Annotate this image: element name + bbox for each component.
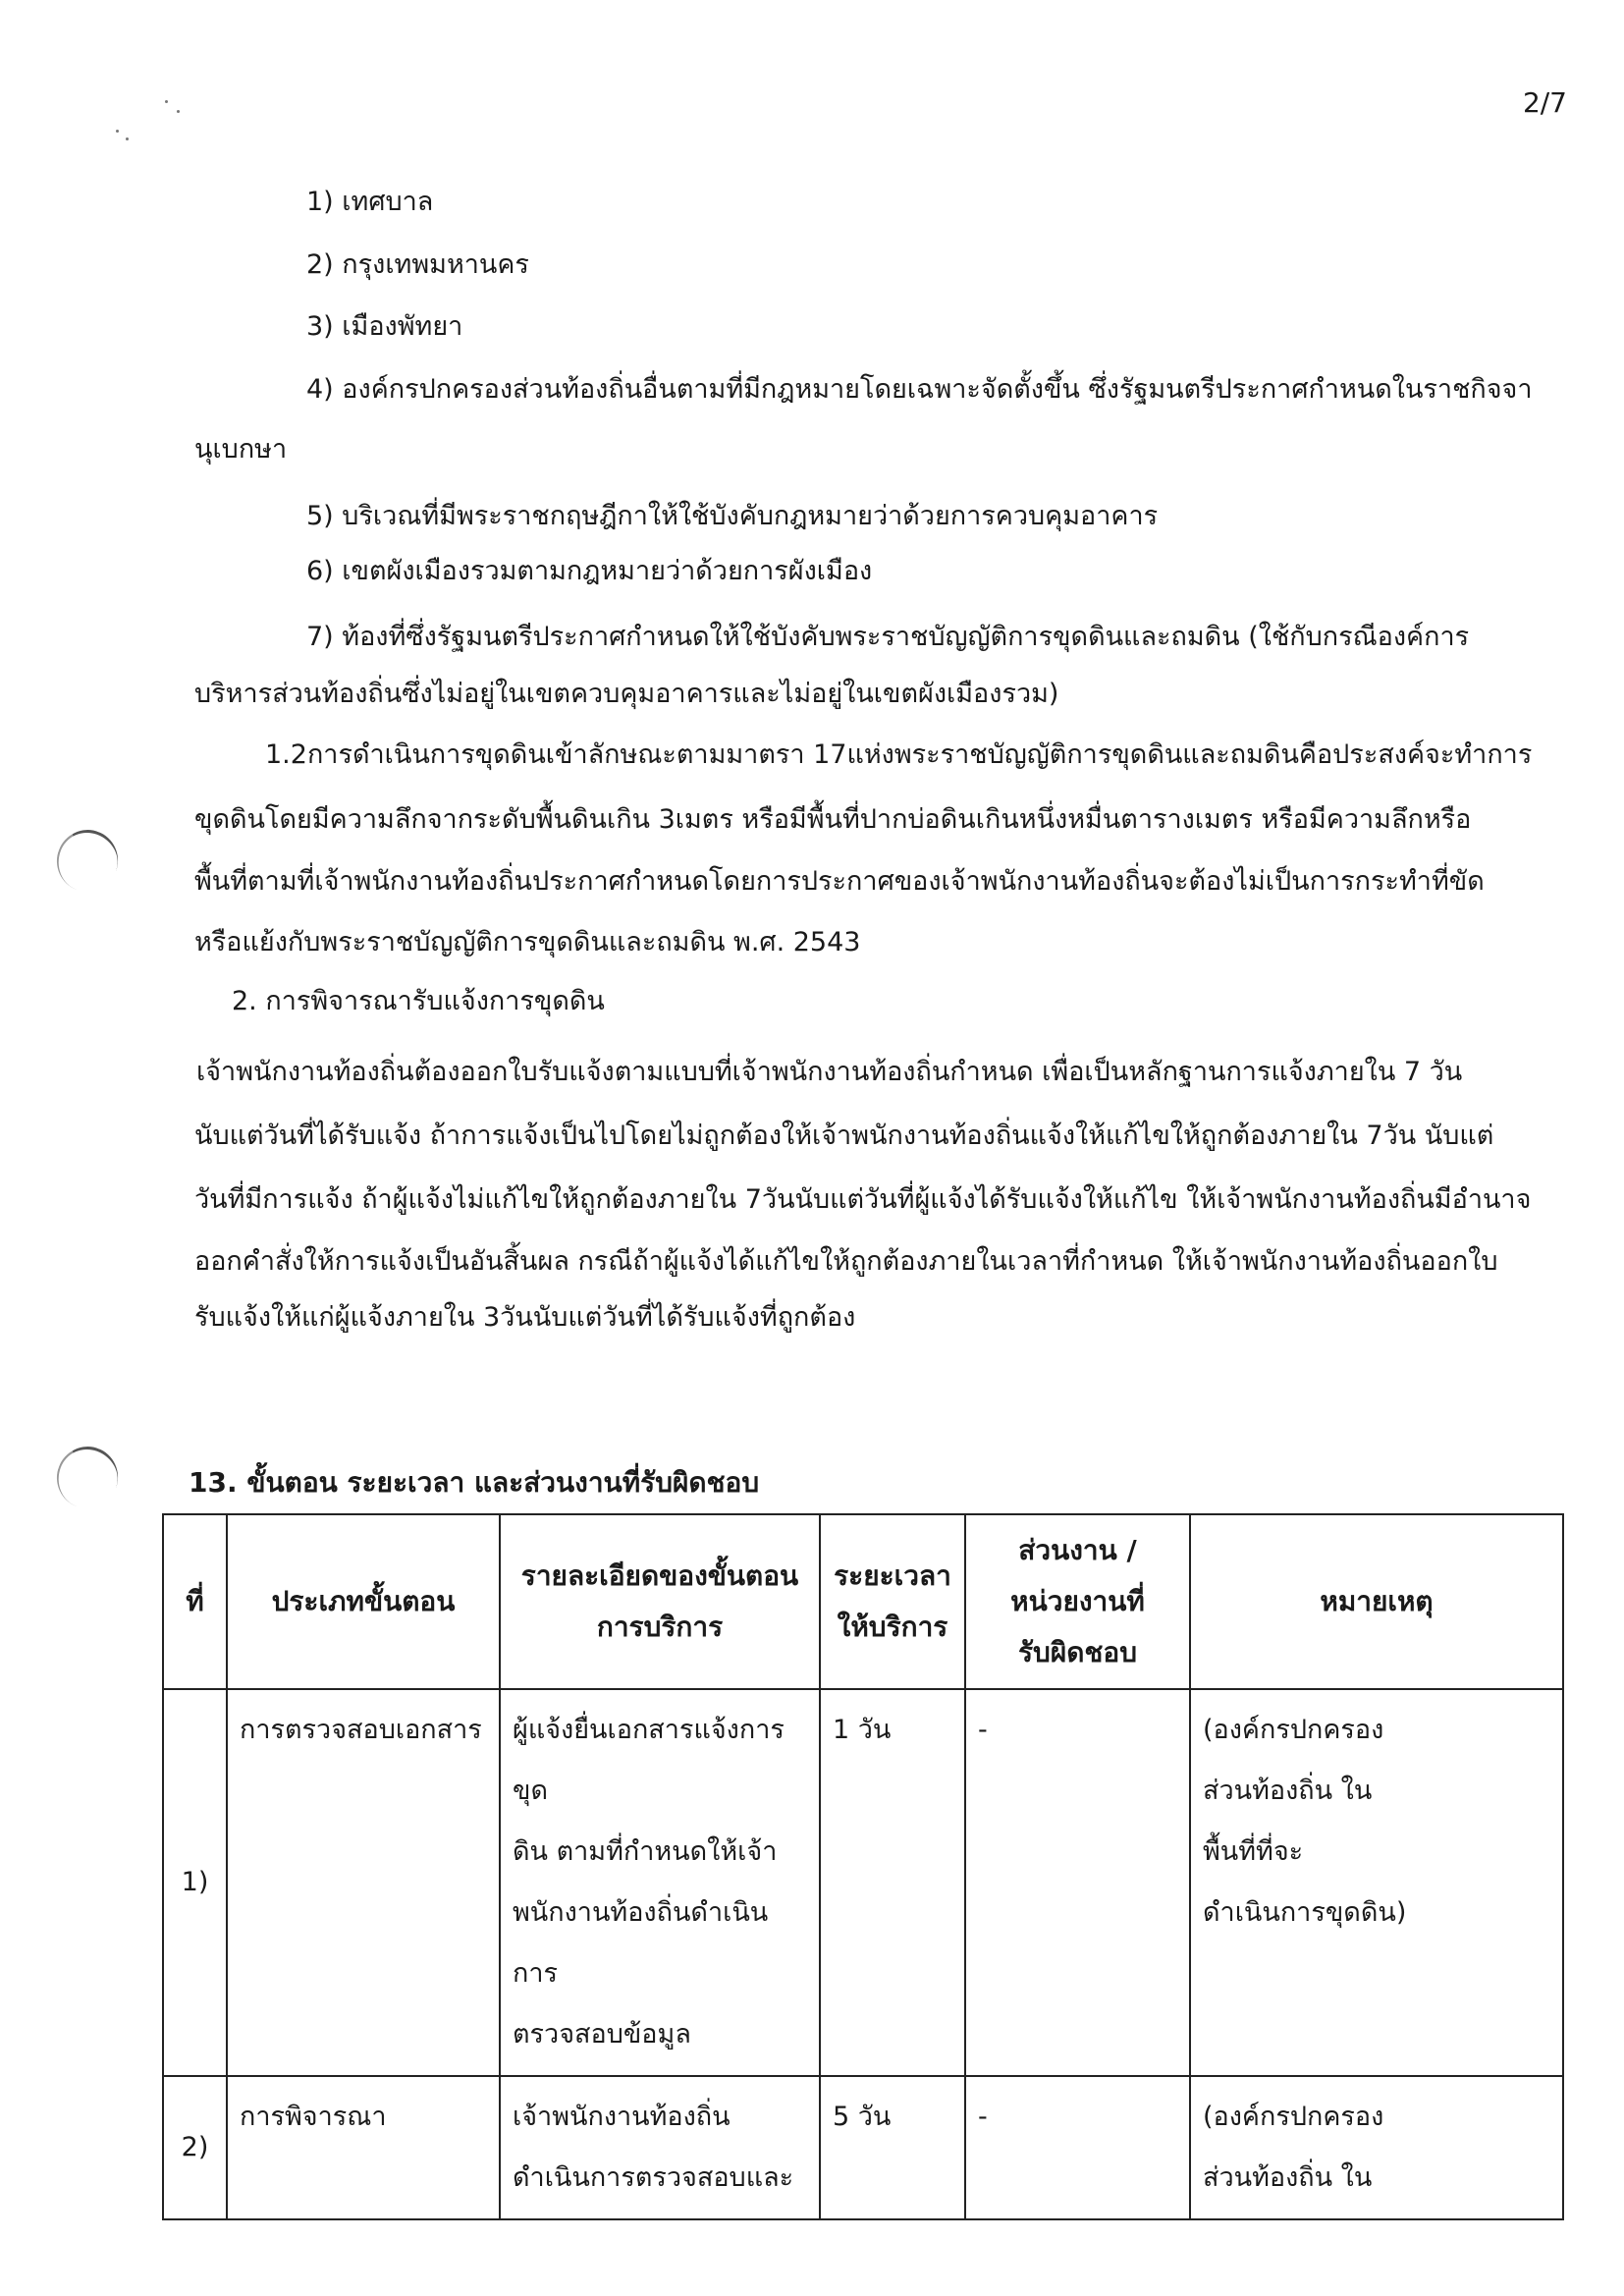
scan-speck xyxy=(177,110,180,113)
paragraph-line: รับแจ้งให้แก่ผู้แจ้งภายใน 3วันนับแต่วันที่ได้รับแจ้งที่ถูกต้อง xyxy=(194,1302,856,1333)
list-item: 2) กรุงเทพมหานคร xyxy=(306,249,529,280)
cell-note-text: (องค์กรปกครอง ส่วนท้องถิ่น ใน พื้นที่ที่จะ ดำเนินการขุดดิน) xyxy=(1203,1715,1407,1928)
punch-hole-mark xyxy=(48,1438,127,1516)
header-note xyxy=(1190,1514,1563,1689)
header-note-label: หมายเหตุ xyxy=(1320,1585,1434,1617)
scan-speck xyxy=(126,137,129,140)
paragraph-line: วันที่มีการแจ้ง ถ้าผู้แจ้งไม่แก้ไขให้ถูกต้องภายใน 7วันนับแต่วันที่ผู้แจ้งได้รับแจ้งให้แก้ไข ให้เจ้าพนักงานท้องถิ่นมีอำนาจ xyxy=(194,1184,1532,1215)
list-item: 7) ท้องที่ซึ่งรัฐมนตรีประกาศกำหนดให้ใช้บังคับพระราชบัญญัติการขุดดินและถมดิน (ใช้กับกรณีองค์การ xyxy=(306,622,1470,652)
cell-no xyxy=(163,1689,227,2076)
list-item-continuation: นุเบกษา xyxy=(194,434,288,465)
section-2-heading: 2. การพิจารณารับแจ้งการขุดดิน xyxy=(232,986,605,1016)
punch-hole-mark xyxy=(48,821,127,900)
table-row xyxy=(163,2076,1563,2219)
paragraph-line: ออกคำสั่งให้การแจ้งเป็นอันสิ้นผล กรณีถ้าผู้แจ้งได้แก้ไขให้ถูกต้องภายในเวลาที่กำหนด ให้เจ้าพนักงานท้องถิ่นออกใบ xyxy=(194,1246,1498,1277)
page-number: 2/7 xyxy=(1522,86,1567,119)
cell-note-text: (องค์กรปกครอง ส่วนท้องถิ่น ใน xyxy=(1203,2102,1384,2193)
paragraph-line: เจ้าพนักงานท้องถิ่นต้องออกใบรับแจ้งตามแบบที่เจ้าพนักงานท้องถิ่นกำหนด เพื่อเป็นหลักฐานการแจ้งภายใน 7 วัน xyxy=(196,1057,1463,1087)
header-type xyxy=(227,1514,500,1689)
list-item: 4) องค์กรปกครองส่วนท้องถิ่นอื่นตามที่มีกฎหมายโดยเฉพาะจัดตั้งขึ้น ซึ่งรัฐมนตรีประกาศกำหนดในราชกิจจา xyxy=(306,374,1533,405)
header-no xyxy=(163,1514,227,1689)
list-item: 6) เขตผังเมืองรวมตามกฎหมายว่าด้วยการผังเมือง xyxy=(306,556,873,586)
cell-unit xyxy=(965,1689,1190,2076)
cell-unit xyxy=(965,2076,1190,2219)
list-item: 1) เทศบาล xyxy=(306,187,434,217)
paragraph-line: นับแต่วันที่ได้รับแจ้ง ถ้าการแจ้งเป็นไปโดยไม่ถูกต้องให้เจ้าพนักงานท้องถิ่นแจ้งให้แก้ไขให้ถูกต้องภายใน 7วัน นับแต่ xyxy=(194,1121,1494,1151)
cell-type-text: การตรวจสอบเอกสาร xyxy=(240,1715,482,1745)
section-13-heading: 13. ขั้นตอน ระยะเวลา และส่วนงานที่รับผิดชอบ xyxy=(189,1466,760,1499)
cell-detail xyxy=(500,2076,820,2219)
cell-detail-text: เจ้าพนักงานท้องถิ่น ดำเนินการตรวจสอบและ xyxy=(513,2102,794,2193)
list-item: 3) เมืองพัทยา xyxy=(306,311,463,342)
header-unit xyxy=(965,1514,1190,1689)
list-item-continuation: บริหารส่วนท้องถิ่นซึ่งไม่อยู่ในเขตควบคุมอาคารและไม่อยู่ในเขตผังเมืองรวม) xyxy=(194,679,1059,709)
cell-detail-text: ผู้แจ้งยื่นเอกสารแจ้งการขุด ดิน ตามที่กำหนดให้เจ้า พนักงานท้องถิ่นดำเนินการ ตรวจสอบข้อมูล xyxy=(513,1715,785,2050)
steps-table xyxy=(162,1513,1564,2220)
paragraph-line: หรือแย้งกับพระราชบัญญัติการขุดดินและถมดิน พ.ศ. 2543 xyxy=(194,927,861,957)
paragraph-line: ขุดดินโดยมีความลึกจากระดับพื้นดินเกิน 3เมตร หรือมีพื้นที่ปากบ่อดินเกินหนึ่งหมื่นตารางเมตร หรือมีความลึกหรือ xyxy=(194,804,1472,835)
scan-speck xyxy=(165,100,168,103)
cell-no-text: 1) xyxy=(181,1867,209,1897)
cell-type xyxy=(227,1689,500,2076)
cell-unit-text: - xyxy=(978,2102,988,2132)
cell-no-text: 2) xyxy=(181,2132,209,2162)
cell-time xyxy=(820,1689,965,2076)
cell-note xyxy=(1190,2076,1563,2219)
cell-time-text: 1 วัน xyxy=(833,1715,892,1745)
table-row xyxy=(163,1689,1563,2076)
cell-time xyxy=(820,2076,965,2219)
header-time-label: ระยะเวลา ให้บริการ xyxy=(834,1559,951,1643)
cell-time-text: 5 วัน xyxy=(833,2102,892,2132)
table-header-row xyxy=(163,1514,1563,1689)
paragraph-line: 1.2การดำเนินการขุดดินเข้าลักษณะตามมาตรา 17แห่งพระราชบัญญัติการขุดดินและถมดินคือประสงค์จะทำการ xyxy=(265,739,1533,770)
paragraph-line: พื้นที่ตามที่เจ้าพนักงานท้องถิ่นประกาศกำหนดโดยการประกาศของเจ้าพนักงานท้องถิ่นจะต้องไม่เป็นการกระทำที่ขัด xyxy=(194,866,1485,897)
header-time xyxy=(820,1514,965,1689)
header-detail xyxy=(500,1514,820,1689)
header-unit-label: ส่วนงาน / หน่วยงานที่ รับผิดชอบ xyxy=(1010,1534,1145,1668)
cell-note xyxy=(1190,1689,1563,2076)
scan-speck xyxy=(116,130,119,133)
header-type-label: ประเภทขั้นตอน xyxy=(271,1585,456,1617)
header-detail-label: รายละเอียดของขั้นตอน การบริการ xyxy=(520,1559,799,1643)
cell-type-text: การพิจารณา xyxy=(240,2102,387,2132)
cell-no xyxy=(163,2076,227,2219)
cell-unit-text: - xyxy=(978,1715,988,1745)
cell-detail xyxy=(500,1689,820,2076)
header-no-label: ที่ xyxy=(186,1585,204,1617)
list-item: 5) บริเวณที่มีพระราชกฤษฎีกาให้ใช้บังคับกฎหมายว่าด้วยการควบคุมอาคาร xyxy=(306,501,1159,531)
cell-type xyxy=(227,2076,500,2219)
